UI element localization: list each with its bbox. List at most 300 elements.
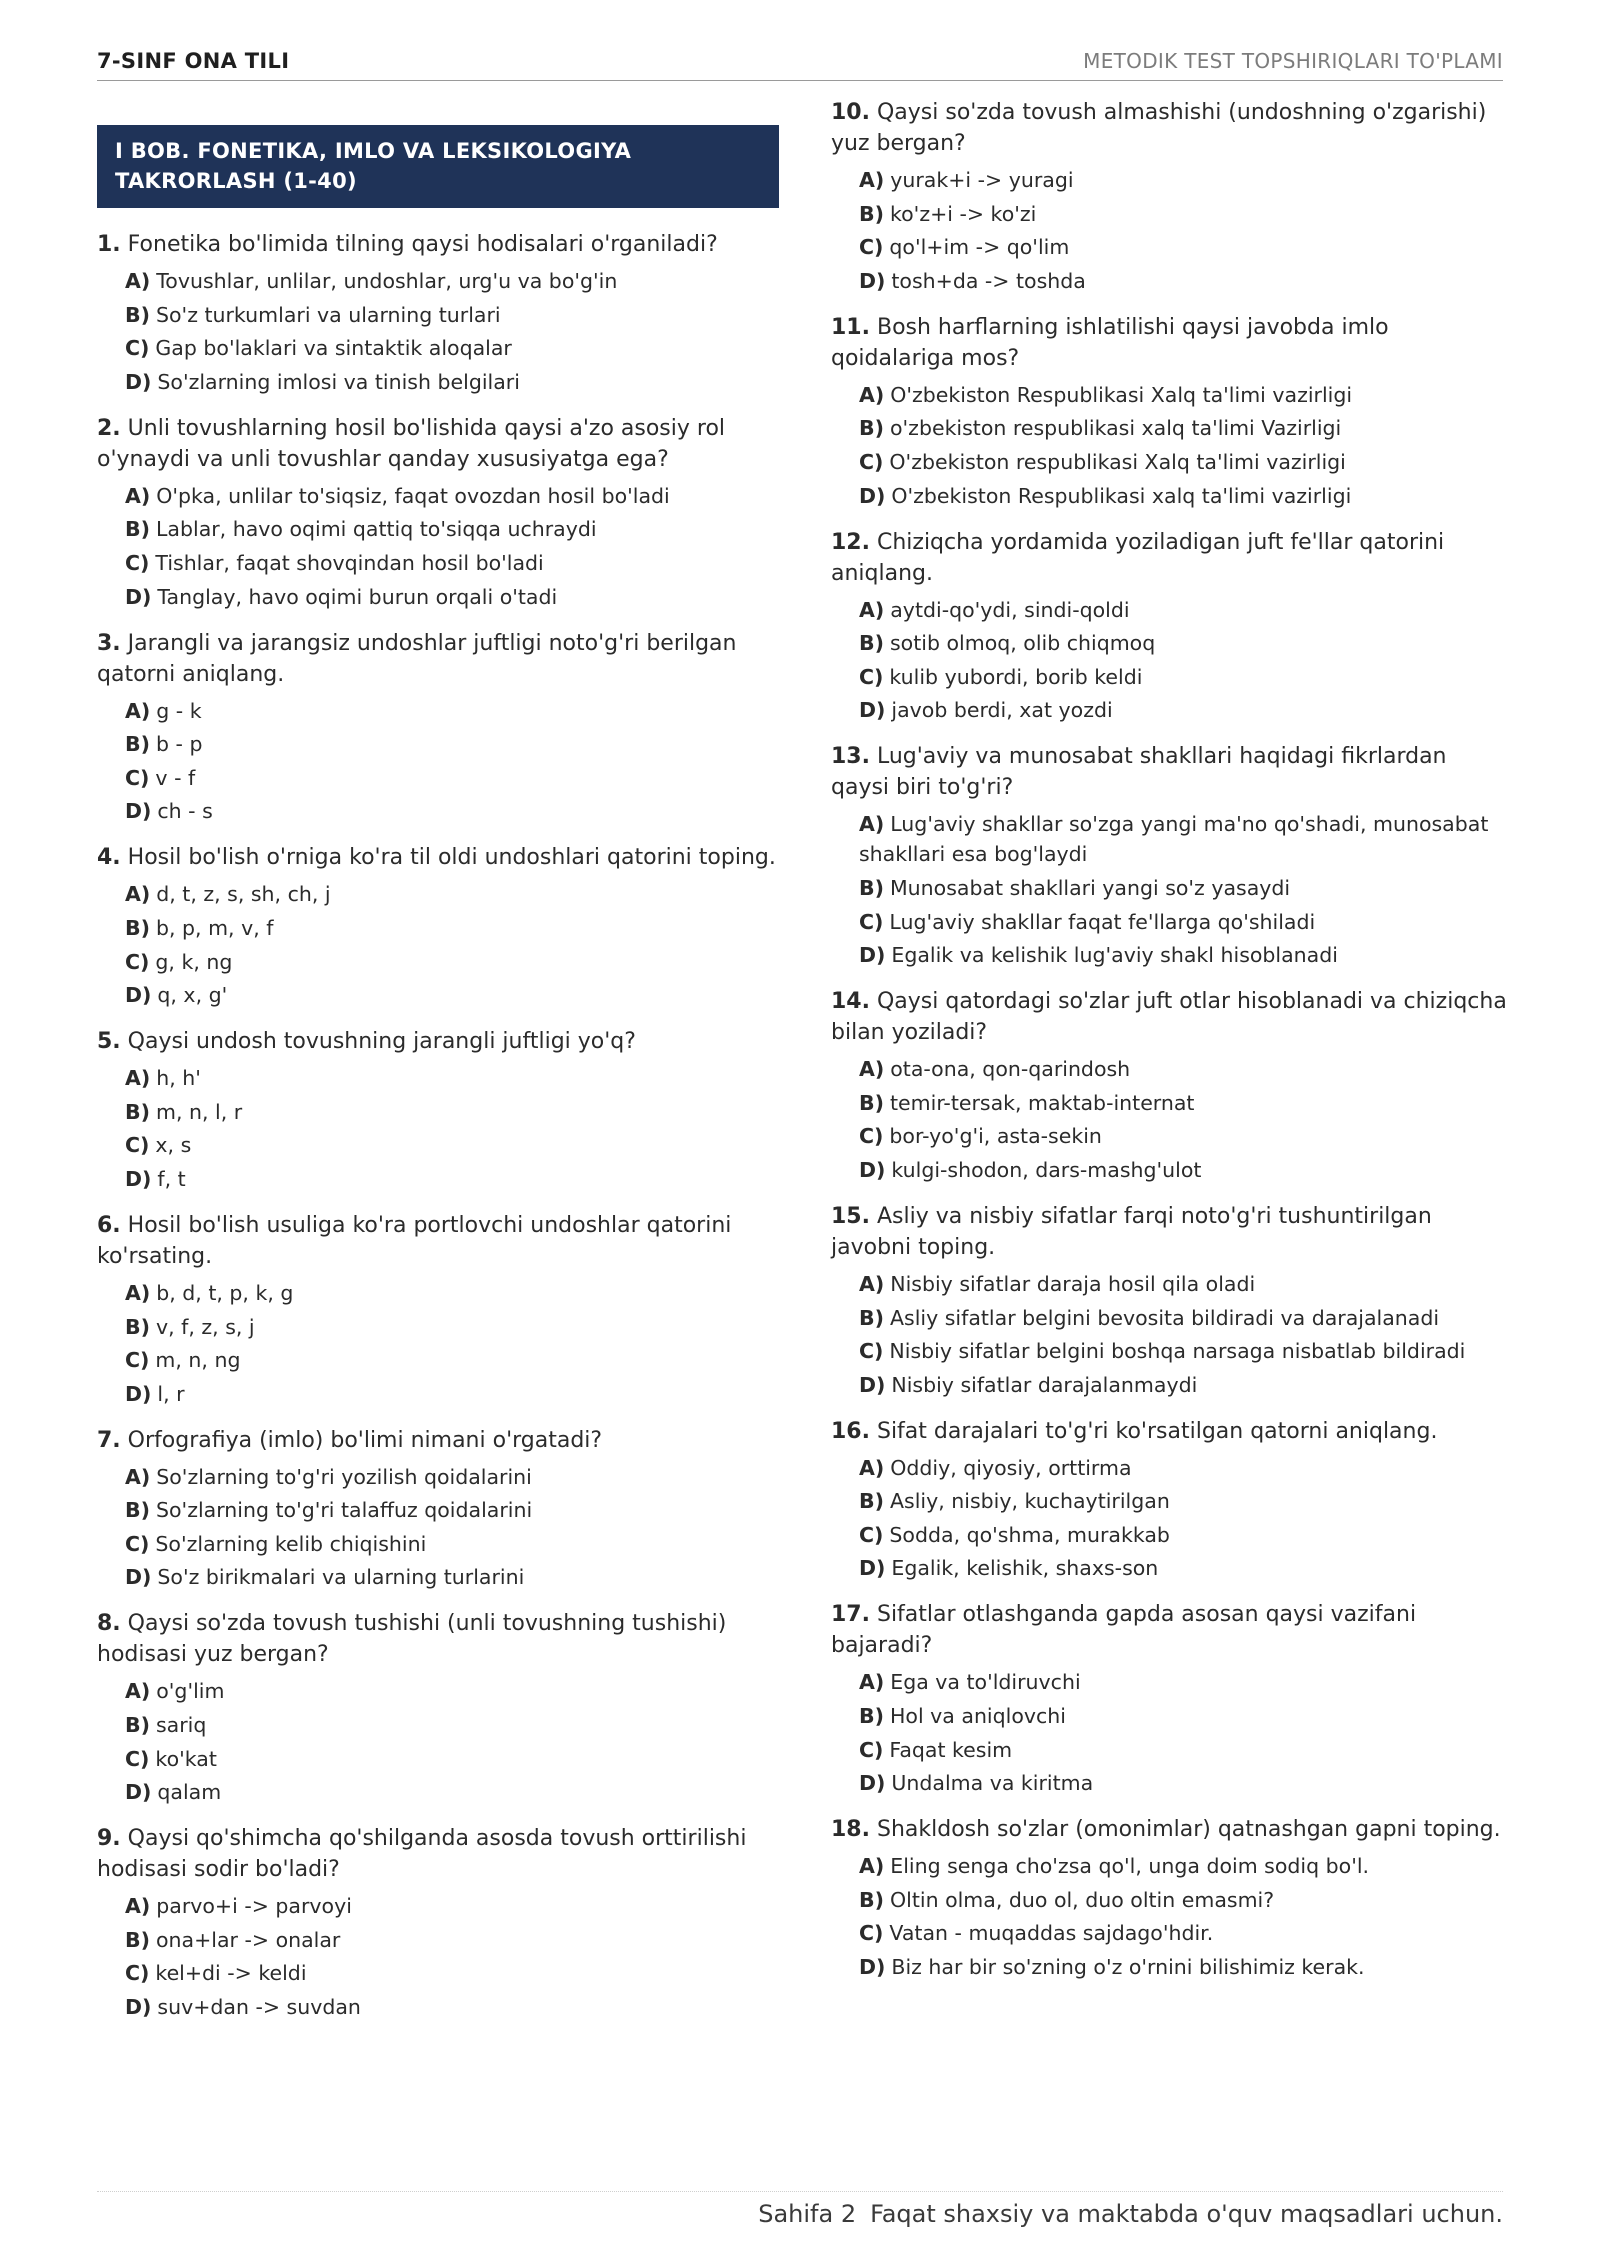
answer-option: [831, 1121, 1511, 1151]
question-prompt: Qaysi so'zda tovush tushishi (unli tovushning tushishi) hodisasi yuz bergan?: [97, 1611, 727, 1668]
question-item: [97, 413, 779, 612]
option-text: O'zbekiston Respublikasi xalq ta'limi vazirligi: [891, 483, 1352, 508]
option-letter: A): [859, 1271, 885, 1296]
option-text: Lug'aviy shakllar faqat fe'llarga qo'shiladi: [889, 909, 1316, 934]
option-text: Faqat kesim: [889, 1737, 1013, 1762]
answer-option: [97, 796, 779, 826]
option-text: Egalik va kelishik lug'aviy shakl hisoblanadi: [891, 943, 1338, 968]
answer-option: [97, 1097, 779, 1127]
question-item: [97, 1608, 779, 1807]
question-prompt: Shakldosh so'zlar (omonimlar) qatnashgan gapni toping.: [876, 1817, 1501, 1843]
answer-option: [97, 1529, 779, 1559]
option-text: O'zbekiston respublikasi Xalq ta'limi vazirligi: [889, 449, 1346, 474]
option-text: yurak+i -> yuragi: [890, 168, 1074, 192]
question-text: [97, 1608, 779, 1670]
option-text: x, s: [155, 1133, 192, 1158]
question-item: [831, 986, 1511, 1185]
option-letter: A): [125, 698, 151, 723]
question-number: 1.: [97, 232, 121, 257]
option-letter: A): [125, 1280, 151, 1305]
option-letter: B): [859, 875, 884, 900]
left-column: [97, 97, 779, 2038]
option-letter: B): [125, 1314, 150, 1339]
option-letter: D): [125, 1565, 152, 1590]
answer-option: [831, 481, 1511, 511]
question-text: [97, 413, 779, 475]
option-letter: D): [125, 1780, 152, 1805]
option-text: Nisbiy sifatlar daraja hosil qila oladi: [890, 1271, 1256, 1296]
option-letter: D): [859, 1771, 886, 1796]
answer-option: [97, 1063, 779, 1093]
option-letter: C): [859, 1339, 884, 1364]
option-text: So'z birikmalari va ularning turlarini: [157, 1565, 525, 1590]
option-text: ch - s: [157, 799, 213, 824]
option-letter: B): [125, 1713, 150, 1738]
option-letter: D): [125, 1995, 152, 2020]
question-text: [97, 1026, 779, 1057]
option-text: Vatan - muqaddas sajdago'hdir.: [889, 1921, 1214, 1946]
option-text: m, n, ng: [155, 1348, 241, 1373]
option-text: Lug'aviy shakllar so'zga yangi ma'no qo'shadi, munosabat shakllari esa bog'laydi: [859, 812, 1489, 867]
answer-option: [831, 595, 1511, 625]
answer-option: [831, 1735, 1511, 1765]
question-text: [831, 1599, 1511, 1661]
option-letter: A): [859, 812, 885, 837]
option-letter: A): [125, 1679, 151, 1704]
option-text: bor-yo'g'i, asta-sekin: [889, 1124, 1102, 1149]
option-letter: D): [859, 698, 886, 723]
option-letter: B): [125, 1927, 150, 1952]
question-text: [831, 312, 1511, 374]
option-letter: D): [125, 983, 152, 1008]
answer-option: [97, 300, 779, 330]
answer-option: [831, 1486, 1511, 1516]
question-prompt: Orfografiya (imlo) bo'limi nimani o'rgatadi?: [127, 1427, 603, 1453]
question-prompt: Hosil bo'lish usuliga ko'ra portlovchi undoshlar qatorini ko'rsating.: [97, 1212, 732, 1269]
option-letter: A): [125, 1464, 151, 1489]
option-letter: D): [125, 799, 152, 824]
answer-option: [97, 481, 779, 511]
answer-option: [831, 1851, 1511, 1881]
option-text: qalam: [157, 1780, 222, 1805]
option-text: Nisbiy sifatlar darajalanmaydi: [891, 1372, 1198, 1397]
option-text: javob berdi, xat yozdi: [891, 698, 1113, 723]
question-item: [831, 1599, 1511, 1798]
question-number: 2.: [97, 415, 121, 441]
question-prompt: Sifat darajalari to'g'ri ko'rsatilgan qatorni aniqlang.: [876, 1418, 1438, 1444]
option-text: Undalma va kiritma: [891, 1771, 1094, 1796]
option-letter: C): [125, 1348, 150, 1373]
option-letter: B): [859, 1489, 884, 1514]
option-text: Ega va to'ldiruvchi: [890, 1670, 1081, 1695]
option-letter: C): [125, 949, 150, 974]
option-letter: D): [859, 1556, 886, 1581]
question-number: 5.: [97, 1029, 121, 1055]
option-text: kulib yubordi, borib keldi: [889, 664, 1143, 689]
option-text: sariq: [156, 1713, 207, 1738]
option-text: Eling senga cho'zsa qo'l, unga doim sodiq bo'l.: [890, 1854, 1370, 1879]
answer-option: [831, 447, 1511, 477]
question-prompt: Unli tovushlarning hosil bo'lishida qaysi a'zo asosiy rol o'ynaydi va unli tovushlar qanday xususiyatga ega?: [97, 415, 726, 472]
answer-option: [97, 582, 779, 612]
option-letter: B): [125, 1099, 150, 1124]
answer-option: [831, 1701, 1511, 1731]
header-collection-title: METODIK TEST TOPSHIRIQLARI TO'PLAMI: [1083, 49, 1503, 73]
answer-option: [831, 1520, 1511, 1550]
option-letter: B): [125, 302, 150, 327]
option-text: o'g'lim: [156, 1679, 225, 1704]
question-prompt: Fonetika bo'limida tilning qaysi hodisalari o'rganiladi?: [127, 232, 718, 257]
option-text: So'zlarning to'g'ri talaffuz qoidalarini: [156, 1498, 533, 1523]
option-letter: C): [859, 1921, 884, 1946]
option-letter: B): [859, 1090, 884, 1115]
answer-option: [97, 1312, 779, 1342]
question-item: [831, 312, 1511, 511]
question-number: 3.: [97, 630, 121, 656]
option-text: f, t: [157, 1166, 186, 1191]
answer-option: [831, 232, 1511, 262]
chapter-heading: I BOB. FONETIKA, IMLO VA LEKSIKOLOGIYA TAKRORLASH (1-40): [97, 125, 779, 208]
answer-option: [97, 1958, 779, 1988]
question-text: [831, 97, 1511, 159]
right-column: [831, 97, 1511, 1998]
answer-option: [97, 947, 779, 977]
option-text: d, t, z, s, sh, ch, j: [156, 882, 331, 907]
answer-option: [831, 266, 1511, 296]
answer-option: [831, 940, 1511, 970]
option-text: temir-tersak, maktab-internat: [890, 1090, 1195, 1115]
option-letter: B): [859, 631, 884, 656]
option-letter: B): [859, 1704, 884, 1729]
option-letter: A): [859, 1057, 885, 1082]
option-text: h, h': [156, 1066, 201, 1091]
answer-option: [97, 1710, 779, 1740]
option-text: Hol va aniqlovchi: [890, 1704, 1066, 1729]
answer-option: [97, 1345, 779, 1375]
question-number: 7.: [97, 1427, 121, 1453]
question-prompt: Qaysi qo'shimcha qo'shilganda asosda tovush orttirilishi hodisasi sodir bo'ladi?: [97, 1826, 747, 1883]
question-item: [97, 1210, 779, 1409]
answer-option: [97, 1379, 779, 1409]
question-prompt: Hosil bo'lish o'rniga ko'ra til oldi undoshlari qatorini toping.: [127, 845, 776, 871]
question-text: [97, 1823, 779, 1885]
option-letter: D): [125, 584, 152, 609]
question-number: 6.: [97, 1212, 121, 1238]
answer-option: [831, 413, 1511, 443]
answer-option: [831, 809, 1511, 869]
answer-option: [97, 266, 779, 296]
answer-option: [97, 1891, 779, 1921]
option-text: parvo+i -> parvoyi: [156, 1894, 352, 1919]
option-letter: A): [859, 597, 885, 622]
option-letter: C): [125, 1746, 150, 1771]
option-letter: B): [125, 732, 150, 757]
option-letter: D): [859, 483, 886, 508]
option-letter: D): [125, 369, 152, 394]
answer-option: [831, 907, 1511, 937]
option-letter: B): [859, 1305, 884, 1330]
option-text: Tovushlar, unlilar, undoshlar, urg'u va bo'g'in: [156, 269, 618, 293]
answer-option: [831, 199, 1511, 229]
answer-option: [97, 729, 779, 759]
option-text: Lablar, havo oqimi qattiq to'siqqa uchraydi: [156, 517, 597, 542]
question-number: 18.: [831, 1817, 870, 1843]
option-text: O'pka, unlilar to'siqsiz, faqat ovozdan hosil bo'ladi: [156, 483, 670, 508]
question-prompt: Sifatlar otlashganda gapda asosan qaysi vazifani bajaradi?: [831, 1602, 1417, 1659]
option-text: v, f, z, s, j: [156, 1314, 255, 1339]
option-letter: C): [859, 664, 884, 689]
question-number: 11.: [831, 314, 870, 340]
answer-option: [97, 696, 779, 726]
answer-option: [831, 873, 1511, 903]
option-letter: A): [125, 882, 151, 907]
footer-page-label: Sahifa 2: [758, 2200, 857, 2228]
question-item: [831, 97, 1511, 296]
option-letter: B): [859, 1887, 884, 1912]
question-text: [97, 1210, 779, 1272]
option-text: Tishlar, faqat shovqindan hosil bo'ladi: [155, 550, 544, 575]
answer-option: [831, 1088, 1511, 1118]
answer-option: [97, 1278, 779, 1308]
question-text: [97, 1425, 779, 1456]
option-letter: D): [859, 1955, 886, 1980]
question-text: [831, 1416, 1511, 1447]
option-text: Nisbiy sifatlar belgini boshqa narsaga nisbatlab bildiradi: [889, 1339, 1466, 1364]
answer-option: [831, 1453, 1511, 1483]
answer-option: [831, 1553, 1511, 1583]
question-text: [831, 986, 1511, 1048]
option-letter: A): [859, 1854, 885, 1879]
question-text: [97, 628, 779, 690]
option-text: suv+dan -> suvdan: [157, 1995, 361, 2020]
option-text: Oltin olma, duo ol, duo oltin emasmi?: [890, 1887, 1275, 1912]
question-item: [831, 527, 1511, 726]
question-item: [97, 229, 779, 397]
header-subject: 7-SINF ONA TILI: [97, 49, 290, 73]
option-text: So'zlarning kelib chiqishini: [155, 1531, 427, 1556]
option-letter: C): [125, 336, 150, 361]
option-text: o'zbekiston respublikasi xalq ta'limi Vazirligi: [890, 416, 1342, 441]
option-text: q, x, g': [157, 983, 228, 1008]
option-text: So'zlarning to'g'ri yozilish qoidalarini: [156, 1464, 532, 1489]
answer-option: [831, 1952, 1511, 1982]
answer-option: [831, 1155, 1511, 1185]
option-text: tosh+da -> toshda: [891, 268, 1086, 293]
option-letter: D): [859, 268, 886, 293]
question-number: 4.: [97, 845, 121, 871]
option-text: m, n, l, r: [156, 1099, 243, 1124]
option-letter: D): [859, 1157, 886, 1182]
question-prompt: Lug'aviy va munosabat shakllari haqidagi fikrlardan qaysi biri to'g'ri?: [831, 744, 1447, 801]
question-number: 15.: [831, 1203, 870, 1229]
answer-option: [97, 333, 779, 363]
question-item: [831, 1416, 1511, 1584]
option-letter: D): [859, 943, 886, 968]
answer-option: [97, 1992, 779, 2022]
question-item: [97, 1425, 779, 1593]
answer-option: [97, 1676, 779, 1706]
question-text: [831, 1201, 1511, 1263]
question-text: [831, 741, 1511, 803]
question-item: [97, 842, 779, 1010]
question-list-left: [97, 229, 779, 2022]
answer-option: [97, 1462, 779, 1492]
option-text: Oddiy, qiyosiy, orttirma: [890, 1455, 1132, 1480]
answer-option: [831, 165, 1511, 195]
answer-option: [97, 514, 779, 544]
option-letter: C): [125, 1961, 150, 1986]
answer-option: [831, 1269, 1511, 1299]
answer-option: [831, 1667, 1511, 1697]
footer-note: Faqat shaxsiy va maktabda o'quv maqsadlari uchun.: [870, 2200, 1503, 2228]
option-text: b - p: [156, 732, 203, 757]
option-letter: A): [859, 1455, 885, 1480]
option-text: Sodda, qo'shma, murakkab: [889, 1522, 1170, 1547]
question-text: [97, 842, 779, 873]
question-number: 12.: [831, 529, 870, 555]
answer-option: [831, 1885, 1511, 1915]
option-text: ona+lar -> onalar: [156, 1927, 341, 1952]
option-text: b, p, m, v, f: [156, 915, 274, 940]
option-text: g, k, ng: [155, 949, 233, 974]
question-prompt: Jarangli va jarangsiz undoshlar juftligi noto'g'ri berilgan qatorni aniqlang.: [97, 630, 737, 687]
answer-option: [831, 380, 1511, 410]
question-text: [831, 527, 1511, 589]
question-number: 14.: [831, 989, 870, 1015]
answer-option: [97, 548, 779, 578]
option-letter: C): [125, 765, 150, 790]
answer-option: [831, 662, 1511, 692]
answer-option: [97, 1130, 779, 1160]
question-text: [831, 1814, 1511, 1845]
option-letter: C): [859, 909, 884, 934]
header-divider: [97, 80, 1503, 81]
answer-option: [831, 1336, 1511, 1366]
option-letter: A): [125, 483, 151, 508]
footer: [758, 2200, 1503, 2228]
question-number: 13.: [831, 744, 870, 770]
option-text: aytdi-qo'ydi, sindi-qoldi: [890, 597, 1130, 622]
answer-option: [97, 1495, 779, 1525]
option-letter: B): [125, 517, 150, 542]
option-letter: C): [859, 1522, 884, 1547]
option-letter: A): [859, 168, 885, 192]
answer-option: [97, 1777, 779, 1807]
option-text: g - k: [156, 698, 202, 723]
option-letter: B): [125, 1498, 150, 1523]
answer-option: [97, 1744, 779, 1774]
option-text: kel+di -> keldi: [155, 1961, 307, 1986]
answer-option: [97, 1925, 779, 1955]
answer-option: [831, 695, 1511, 725]
option-text: ko'z+i -> ko'zi: [890, 201, 1037, 226]
answer-option: [831, 1054, 1511, 1084]
question-number: 10.: [831, 100, 870, 125]
option-letter: A): [125, 1066, 151, 1091]
answer-option: [831, 1303, 1511, 1333]
question-list-right: [831, 97, 1511, 1982]
answer-option: [97, 1164, 779, 1194]
question-item: [831, 741, 1511, 970]
option-letter: A): [125, 1894, 151, 1919]
question-number: 16.: [831, 1418, 870, 1444]
answer-option: [831, 628, 1511, 658]
question-prompt: Qaysi so'zda tovush almashishi (undoshning o'zgarishi) yuz bergan?: [831, 100, 1487, 156]
option-text: O'zbekiston Respublikasi Xalq ta'limi vazirligi: [890, 382, 1353, 407]
answer-option: [97, 980, 779, 1010]
option-letter: B): [859, 416, 884, 441]
option-letter: B): [859, 201, 884, 226]
option-letter: A): [859, 382, 885, 407]
option-text: sotib olmoq, olib chiqmoq: [890, 631, 1156, 656]
option-letter: C): [859, 1737, 884, 1762]
option-text: So'zlarning imlosi va tinish belgilari: [157, 369, 520, 394]
option-text: Asliy, nisbiy, kuchaytirilgan: [890, 1489, 1170, 1514]
question-prompt: Bosh harflarning ishlatilishi qaysi javobda imlo qoidalariga mos?: [831, 314, 1389, 371]
option-text: Egalik, kelishik, shaxs-son: [891, 1556, 1159, 1581]
option-letter: C): [859, 449, 884, 474]
option-letter: C): [859, 235, 884, 260]
answer-option: [97, 763, 779, 793]
option-text: qo'l+im -> qo'lim: [889, 235, 1070, 260]
question-item: [97, 628, 779, 827]
option-text: v - f: [155, 765, 196, 790]
question-prompt: Qaysi qatordagi so'zlar juft otlar hisoblanadi va chiziqcha bilan yoziladi?: [831, 989, 1507, 1046]
option-text: l, r: [157, 1381, 185, 1406]
question-item: [831, 1201, 1511, 1400]
option-text: kulgi-shodon, dars-mashg'ulot: [891, 1157, 1202, 1182]
option-text: Gap bo'laklari va sintaktik aloqalar: [155, 336, 512, 361]
answer-option: [831, 1768, 1511, 1798]
option-text: Munosabat shakllari yangi so'z yasaydi: [890, 875, 1291, 900]
question-prompt: Chiziqcha yordamida yoziladigan juft fe'llar qatorini aniqlang.: [831, 529, 1445, 586]
option-text: b, d, t, p, k, g: [156, 1280, 294, 1305]
option-letter: A): [859, 1670, 885, 1695]
option-letter: C): [125, 1133, 150, 1158]
question-number: 8.: [97, 1611, 121, 1637]
footer-divider: [97, 2191, 1503, 2192]
option-letter: C): [125, 550, 150, 575]
option-letter: B): [125, 915, 150, 940]
option-text: ko'kat: [155, 1746, 217, 1771]
answer-option: [97, 1562, 779, 1592]
question-number: 17.: [831, 1602, 870, 1628]
answer-option: [97, 913, 779, 943]
option-text: Biz har bir so'zning o'z o'rnini bilishimiz kerak.: [891, 1955, 1365, 1980]
option-letter: D): [125, 1381, 152, 1406]
question-item: [97, 1026, 779, 1194]
answer-option: [831, 1370, 1511, 1400]
option-letter: C): [859, 1124, 884, 1149]
question-item: [97, 1823, 779, 2022]
option-text: Asliy sifatlar belgini bevosita bildiradi va darajalanadi: [890, 1305, 1440, 1330]
option-letter: D): [125, 1166, 152, 1191]
option-text: So'z turkumlari va ularning turlari: [156, 302, 501, 327]
question-prompt: Qaysi undosh tovushning jarangli juftligi yo'q?: [127, 1029, 636, 1055]
option-letter: C): [125, 1531, 150, 1556]
option-letter: D): [859, 1372, 886, 1397]
option-text: ota-ona, qon-qarindosh: [890, 1057, 1131, 1082]
question-item: [831, 1814, 1511, 1982]
option-letter: A): [125, 269, 151, 293]
option-text: Tanglay, havo oqimi burun orqali o'tadi: [157, 584, 558, 609]
question-number: 9.: [97, 1826, 121, 1852]
answer-option: [97, 367, 779, 397]
question-prompt: Asliy va nisbiy sifatlar farqi noto'g'ri tushuntirilgan javobni toping.: [831, 1203, 1432, 1260]
question-text: [97, 229, 779, 260]
answer-option: [831, 1918, 1511, 1948]
answer-option: [97, 879, 779, 909]
